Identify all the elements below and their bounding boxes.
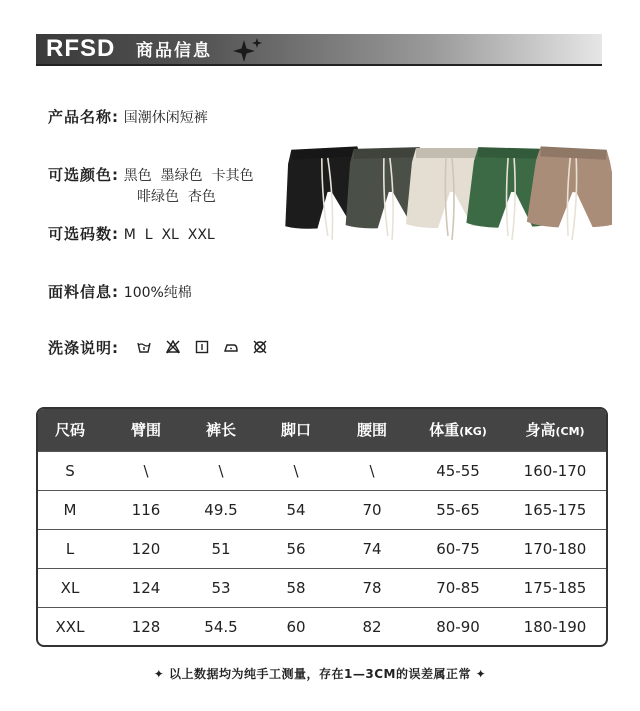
table-cell: 70-85: [436, 579, 480, 597]
product-name-row: [48, 107, 208, 128]
table-header-label: 身高: [525, 421, 556, 439]
table-header-unit: (KG): [459, 425, 487, 438]
table-header-label: 尺码: [54, 421, 85, 439]
no-bleach-icon: [166, 340, 180, 354]
table-cell: 175-185: [523, 579, 587, 597]
footer-star-right-icon: ✦: [470, 667, 487, 681]
table-header-label: 腰围: [356, 421, 387, 439]
care-icons: [137, 340, 267, 354]
header-banner: [36, 34, 602, 64]
sparkle-icon: [232, 36, 264, 64]
wash-row: [48, 338, 119, 358]
table-cell: 51: [211, 540, 231, 558]
table-cell: 78: [362, 579, 382, 597]
color-label: 可选颜色:: [48, 166, 119, 184]
table-cell: XXL: [55, 618, 85, 636]
no-dry-clean-icon: [253, 340, 267, 354]
table-cell: L: [65, 540, 75, 558]
table-cell: M: [63, 501, 77, 519]
size-label: 可选码数:: [48, 225, 119, 243]
size-table: [36, 407, 608, 647]
size-value: M L XL XXL: [123, 227, 215, 243]
header-underline: [36, 64, 602, 66]
shorts-khaki: [526, 146, 612, 243]
table-cell: 55-65: [436, 501, 480, 519]
table-cell: 60: [286, 618, 306, 636]
table-cell: 165-175: [523, 501, 587, 519]
table-cell: 128: [131, 618, 161, 636]
table-cell: 180-190: [523, 618, 587, 636]
size-row: [48, 224, 215, 245]
page-title: 商品信息: [136, 41, 212, 61]
table-cell: 49.5: [204, 501, 238, 519]
footer-note-text: 以上数据均为纯手工测量，存在1—3CM的误差属正常: [169, 667, 471, 681]
table-cell: 53: [211, 579, 231, 597]
fabric-label: 面料信息:: [48, 283, 119, 301]
iron-icon: [224, 340, 238, 354]
table-header: [38, 409, 606, 451]
table-row: [38, 451, 606, 491]
table-cell: \: [293, 462, 299, 480]
table-header-label: 裤长: [205, 421, 236, 439]
table-cell: 70: [362, 501, 382, 519]
table-row: [38, 529, 606, 569]
table-cell: S: [65, 462, 75, 480]
table-cell: 56: [286, 540, 306, 558]
table-cell: 45-55: [436, 462, 480, 480]
product-name-label: 产品名称:: [48, 108, 119, 126]
table-cell: 82: [362, 618, 382, 636]
table-header-label: 臂围: [130, 421, 161, 439]
product-image: [282, 140, 612, 260]
table-cell: \: [369, 462, 375, 480]
table-header-cell: [327, 409, 417, 451]
color-row-line2: [137, 186, 216, 207]
table-header-cell: [413, 409, 503, 451]
table-cell: 170-180: [523, 540, 587, 558]
wash-label: 洗涤说明:: [48, 339, 119, 357]
table-cell: 80-90: [436, 618, 480, 636]
fabric-value: 100%纯棉: [123, 285, 192, 301]
table-row: [38, 607, 606, 647]
footer-star-left-icon: ✦: [153, 667, 170, 681]
product-name-value: 国潮休闲短裤: [123, 110, 208, 126]
footer-note: [0, 665, 640, 682]
table-cell: 160-170: [523, 462, 587, 480]
brand-logo: RFSD: [46, 35, 116, 62]
table-cell: \: [143, 462, 149, 480]
color-value-line2: 啡绿色 杏色: [137, 189, 216, 205]
table-header-label: 体重: [429, 421, 460, 439]
table-cell: \: [218, 462, 224, 480]
table-cell: 120: [131, 540, 161, 558]
table-cell: 54: [286, 501, 306, 519]
table-header-cell: [510, 409, 600, 451]
color-row: [48, 165, 254, 186]
table-cell: 74: [362, 540, 382, 558]
table-row: [38, 490, 606, 530]
color-value-line1: 黑色 墨绿色 卡其色: [123, 168, 254, 184]
tumble-dry-icon: [195, 340, 209, 354]
table-cell: 58: [286, 579, 306, 597]
table-cell: XL: [60, 579, 80, 597]
table-header-label: 脚口: [280, 421, 311, 439]
table-cell: 116: [131, 501, 161, 519]
wash-tub-icon: [137, 340, 151, 354]
table-cell: 60-75: [436, 540, 480, 558]
table-header-unit: (CM): [555, 425, 585, 438]
table-cell: 54.5: [204, 618, 238, 636]
table-row: [38, 568, 606, 608]
table-cell: 124: [131, 579, 161, 597]
fabric-row: [48, 282, 192, 303]
